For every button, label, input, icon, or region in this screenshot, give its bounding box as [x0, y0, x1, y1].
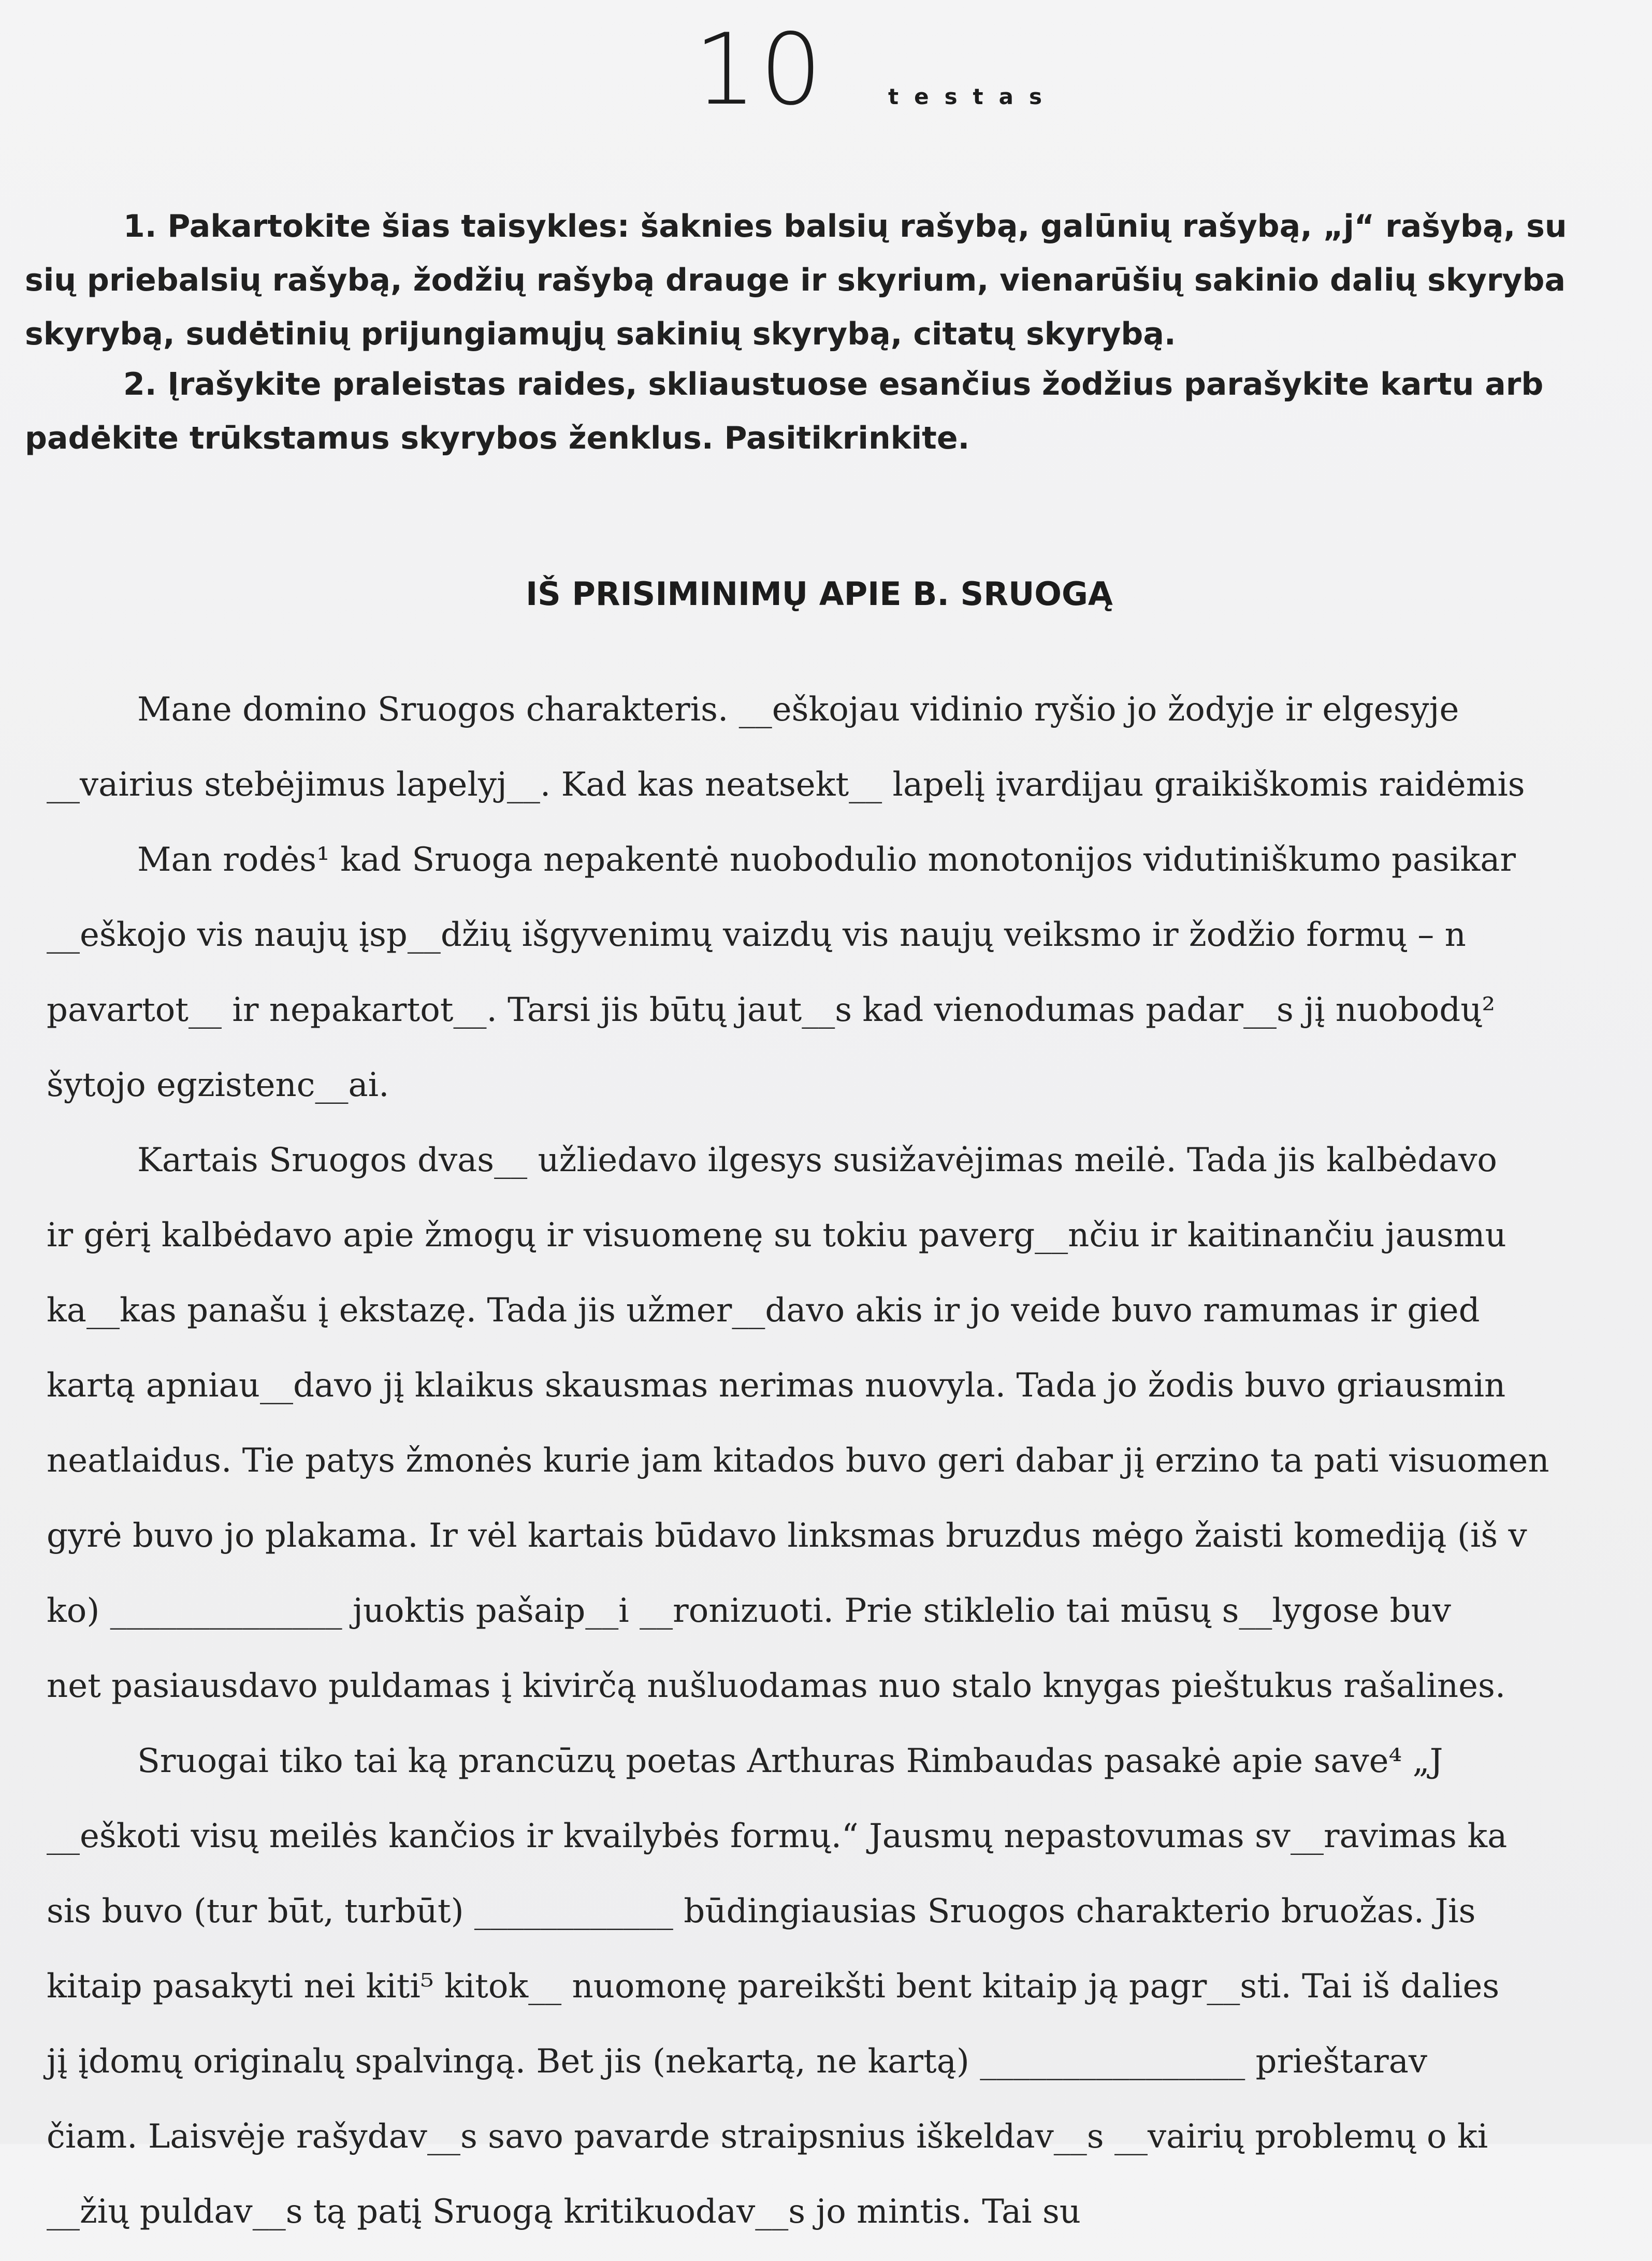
text-line: ir gėrį kalbėdavo apie žmogų ir visuomenę su tokiu paverg__nčiu ir kaitinančiu jausmu — [47, 1216, 1506, 1255]
text-line: net pasiausdavo puldamas į kivirčą nušluodamas nuo stalo knygas pieštukus rašalines. — [47, 1667, 1506, 1705]
text-line: Sruogai tiko tai ką prancūzų poetas Arthuras Rimbaudas pasakė apie save⁴ „J — [137, 1742, 1443, 1780]
text-line: čiam. Laisvėje rašydav__s savo pavarde straipsnius iškeldav__s __vairių problemų o ki — [47, 2118, 1488, 2156]
instruction-2 — [25, 357, 1630, 465]
text-line: ka__kas panašu į ekstazę. Tada jis užmer__davo akis ir jo veide buvo ramumas ir gied — [47, 1291, 1480, 1330]
text-line: šytojo egzistenc__ai. — [47, 1066, 389, 1104]
text-line: __eškojo vis naujų įsp__džių išgyvenimų vaizdų vis naujų veiksmo ir žodžio formų – n — [47, 916, 1466, 954]
text-line: sis buvo (tur būt, turbūt) ____________ būdingiausias Sruogos charakterio bruožas. Jis — [47, 1892, 1476, 1931]
text-line: Kartais Sruogos dvas__ užliedavo ilgesys susižavėjimas meilė. Tada jis kalbėdavo — [137, 1141, 1497, 1179]
test-number: 10 — [694, 12, 825, 127]
instruction-line: skyrybą, sudėtinių prijungiamųjų sakinių skyrybą, citatų skyrybą. — [25, 316, 1176, 352]
text-line: kartą apniau__davo jį klaikus skausmas nerimas nuovyla. Tada jo žodis buvo griausmin — [47, 1366, 1506, 1405]
test-label: testas — [888, 84, 1057, 109]
text-line: __žių puldav__s tą patį Sruogą kritikuodav__s jo mintis. Tai su — [47, 2193, 1081, 2231]
text-line: ko) ______________ juoktis pašaip__i __ronizuoti. Prie stiklelio tai mūsų s__lygose buv — [47, 1592, 1451, 1630]
text-line: Man rodės¹ kad Sruoga nepakentė nuobodulio monotonijos vidutiniškumo pasikar — [137, 841, 1516, 879]
exercise-text — [47, 684, 1652, 2261]
text-line: kitaip pasakyti nei kiti⁵ kitok__ nuomonę pareikšti bent kitaip ją pagr__sti. Tai iš dalies — [47, 1967, 1500, 2006]
instruction-line: 1. Pakartokite šias taisykles: šaknies balsių rašybą, galūnių rašybą, „j“ rašybą, su — [123, 208, 1567, 244]
instruction-line: padėkite trūkstamus skyrybos ženklus. Pasitikrinkite. — [25, 420, 970, 456]
text-line: Mane domino Sruogos charakteris. __eškojau vidinio ryšio jo žodyje ir elgesyje — [137, 690, 1459, 729]
text-title: IŠ PRISIMINIMŲ APIE B. SRUOGĄ — [526, 575, 1113, 613]
instruction-line: 2. Įrašykite praleistas raides, skliaustuose esančius žodžius parašykite kartu arb — [123, 366, 1544, 402]
text-line: __vairius stebėjimus lapelyj__. Kad kas neatsekt__ lapelį įvardijau graikiškomis raidėmis — [47, 766, 1525, 804]
text-line: neatlaidus. Tie patys žmonės kurie jam kitados buvo geri dabar jį erzino ta pati visuomen — [47, 1442, 1549, 1480]
instruction-line: sių priebalsių rašybą, žodžių rašybą drauge ir skyrium, vienarūšių sakinio dalių skyryba — [25, 262, 1566, 298]
instruction-1 — [25, 199, 1630, 361]
text-line: gyrė buvo jo plakama. Ir vėl kartais būdavo linksmas bruzdus mėgo žaisti komediją (iš v — [47, 1517, 1527, 1555]
text-line: __eškoti visų meilės kančios ir kvailybės formų.“ Jausmų nepastovumas sv__ravimas ka — [47, 1817, 1508, 1855]
text-line: jį įdomų originalų spalvingą. Bet jis (nekartą, ne kartą) ________________ prieštarav — [47, 2042, 1428, 2081]
text-line: pavartot__ ir nepakartot__. Tarsi jis būtų jaut__s kad vienodumas padar__s jį nuobodų² — [47, 991, 1496, 1029]
